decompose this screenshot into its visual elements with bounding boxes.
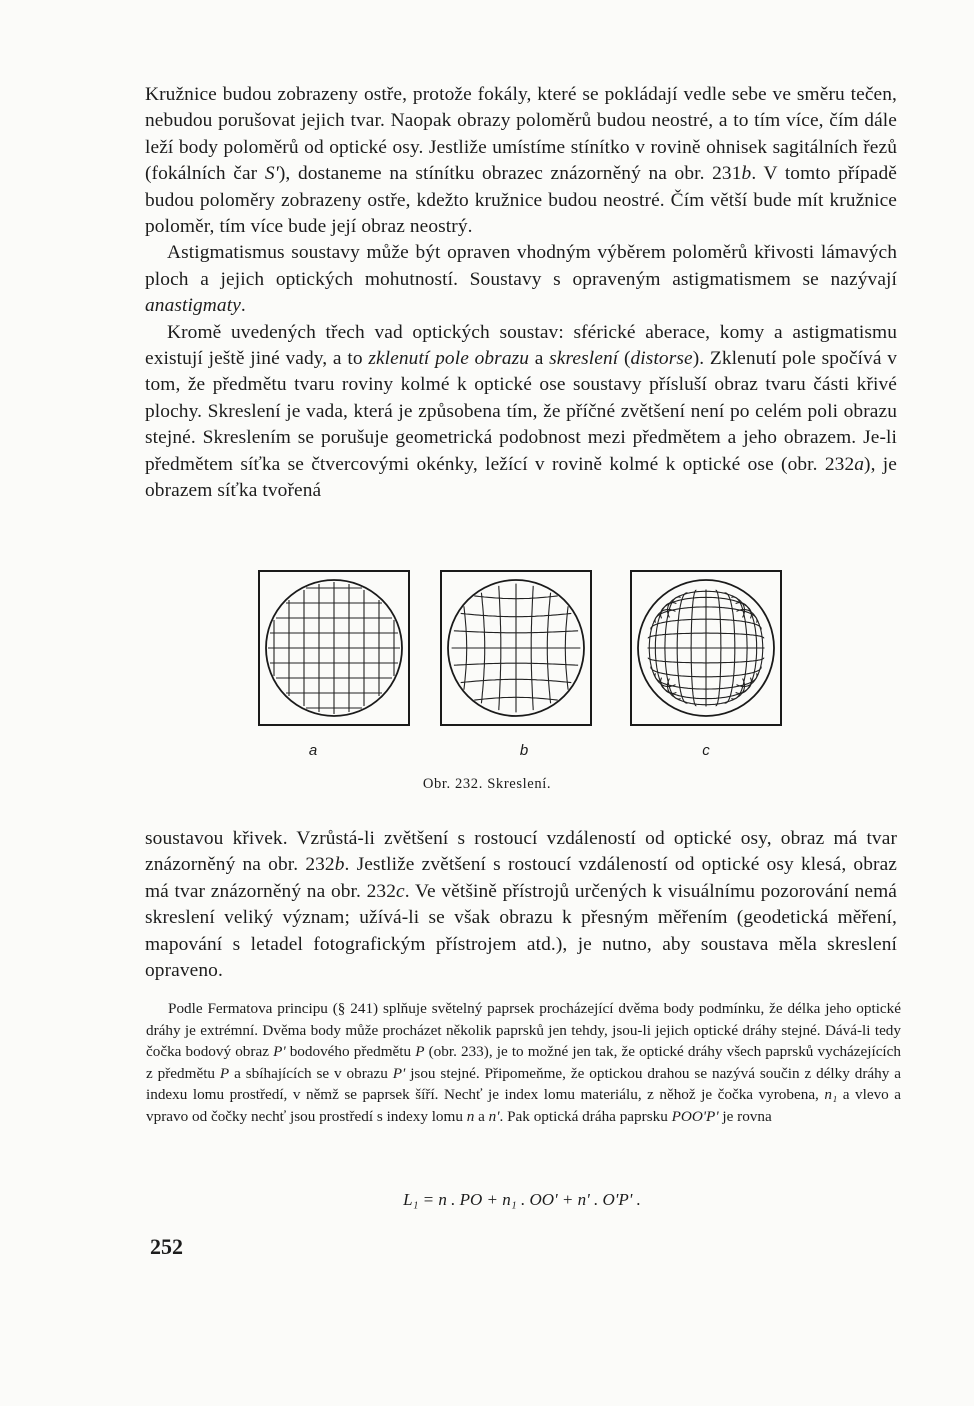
text-run: .: [240, 295, 246, 317]
text-run: ), je obrazem síťka tvořená: [145, 453, 897, 502]
italic-term: S': [264, 163, 279, 185]
italic-term: P: [415, 1043, 425, 1061]
text-run: . Ve většině přístrojů určených k visuálnímu pozorování nemá skreslení veliký význam; užívá-li se však obrazu k přesným měřením (geodetická měření, mapování s letadel fotografickým přístrojem atd.), je nutno, aby soustava měla skreslení opraveno.: [145, 880, 897, 982]
italic-term: P': [392, 1064, 406, 1082]
sub-label-a: a: [308, 742, 318, 759]
text-run: bodového předmětu: [285, 1043, 416, 1061]
paragraph: [145, 240, 897, 319]
text-run: Kromě uvedených třech vad optických soustav: sférické aberace, komy a astigmatismu existují ještě jiné vady, a to: [145, 321, 897, 370]
page-number: 252: [150, 1234, 183, 1259]
distortion-grid-barrel: [630, 570, 782, 726]
text-run: jsou stejné. Připomeňme, že optickou drahou se nazývá součin z délky dráhy a indexu lomu prostředí, v němž se paprsek šíří. Nechť je index lomu materiálu, z něhož je čočka vyrobena,: [146, 1064, 901, 1104]
small-print-paragraph: [146, 998, 901, 1128]
text-run: soustavou křivek. Vzrůstá-li zvětšení s rostoucí vzdáleností od optické osy, obraz má tvar znázorněný na obr. 232: [145, 828, 897, 876]
text-run: . Pak optická dráha paprsku: [499, 1107, 672, 1125]
text-run: a vlevo a vpravo od čočky nechť jsou prostředí s indexy lomu: [146, 1086, 902, 1125]
text-run: Podle Fermatova principu (§ 241) splňuje světelný paprsek procházející dvěma body podmínku, že délka jeho optické dráhy je extrémní. Dvěma body může procházet několik paprsků jen tehdy, jsou-li jejich optické dráhy stejné. Dává-li tedy čočka bodový obraz: [146, 1000, 901, 1061]
distortion-grid-pincushion: [440, 570, 592, 726]
text-run: je rovna: [718, 1107, 772, 1125]
body-text-top: [145, 82, 897, 505]
paragraph: [146, 998, 901, 1128]
text-run: a: [474, 1107, 489, 1125]
italic-term: n: [466, 1107, 475, 1125]
italic-term: distorse: [630, 348, 693, 370]
text-run: Kružnice budou zobrazeny ostře, protože fokály, které se pokládají vedle sebe ve směru tečen, nebudou porušovat jejich tvar. Naopak obrazy poloměrů budou neostré, a to tím více, čím dále leží body poloměrů od optické osy. Jestliže umístíme stínítko v rovině ohnisek sagitálních řezů (fokálních čar: [145, 84, 897, 185]
italic-term: P: [219, 1064, 230, 1082]
body-text-bottom: [145, 826, 897, 984]
text-run: ), dostaneme na stínítku obrazec znázorněný na obr. 231: [278, 163, 742, 185]
sub-label-c: c: [702, 742, 710, 759]
italic-term: P': [273, 1043, 286, 1061]
panel-c: [630, 570, 782, 730]
distortion-grid-none: [258, 570, 410, 726]
italic-term: anastigmaty: [145, 295, 241, 317]
panel-a: [258, 570, 410, 730]
text-run: ). Zklenutí pole spočívá v tom, že předmětu tvaru roviny kolmé k optické ose soustavy přísluší obraz tvaru části křivé plochy. Skreslení je vada, která je způsobena tím, že příčné zvětšení není po celém poli obrazu stejné. Skreslením se porušuje geometrická podobnost mezi předmětem a jeho obrazem. Je-li předmětem síťka se čtvercovými okénky, ležící v rovině kolmé k optické ose (obr. 232: [145, 348, 898, 475]
italic-term: b: [741, 163, 752, 185]
sub-label-b: b: [519, 742, 529, 759]
panel-b: [440, 570, 592, 730]
paragraph: [145, 82, 897, 240]
italic-term: b: [334, 854, 345, 876]
italic-term: POO'P': [671, 1107, 719, 1125]
italic-term: skreslení: [549, 348, 619, 370]
text-run: (obr. 233), je to možné jen tak, že optické dráhy všech paprsků vycházejících z předmětu: [146, 1043, 901, 1082]
paragraph: [145, 320, 897, 505]
italic-term: n₁: [824, 1086, 838, 1104]
italic-term: c: [396, 880, 405, 902]
paragraph: [145, 826, 897, 984]
figure-caption: Obr. 232. Skreslení.: [422, 776, 552, 792]
text-run: (: [618, 348, 631, 370]
italic-term: n': [488, 1107, 500, 1125]
italic-term: a: [854, 453, 865, 475]
text-run: . Jestliže zvětšení s rostoucí vzdáleností od optické osy klesá, obraz má tvar znázorněný na obr. 232: [145, 854, 897, 902]
figure-232: [252, 570, 792, 770]
formula-optical-path: L₁ = n . PO + n₁ . OO' + n' . O'P' .: [403, 1190, 641, 1209]
text-run: . V tomto případě budou poloměry zobrazeny ostře, kdežto kružnice budou neostré. Čím větší bude mít kružnice poloměr, tím více bude její obraz neostrý.: [145, 163, 897, 238]
text-run: a sbíhajících se v obrazu: [229, 1064, 393, 1082]
text-run: Astigmatismus soustavy může být opraven vhodným výběrem poloměrů křivosti lámavých ploch a jejich optických mohutností. Soustavy s opraveným astigmatismem se nazývají: [145, 242, 897, 290]
text-run: a: [529, 348, 550, 370]
italic-term: zklenutí pole obrazu: [368, 348, 530, 370]
